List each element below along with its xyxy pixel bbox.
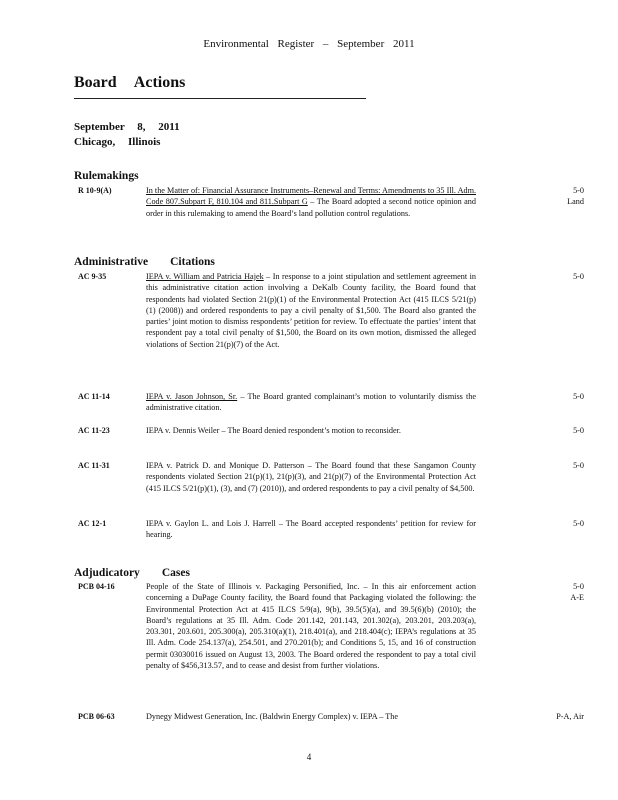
vote-tally: 5-0 (573, 272, 584, 281)
entry-text (146, 391, 476, 414)
category-label: Rulemakings (74, 170, 139, 182)
vote-tally: 5-0 (573, 519, 584, 528)
case-name-link[interactable]: IEPA v. William and Patricia Hajek (146, 272, 264, 281)
entry-text (146, 711, 476, 722)
entry-description: Dynegy Midwest Generation, Inc. (Baldwin Energy Complex) v. IEPA – The (146, 712, 398, 721)
entry-description: – In response to a joint stipulation and settlement agreement in this administrative citation action involving a DeKalb County facility, the Board found that respondents had violated Section 21(p)(1) of the Environmental Protection Act (415 ILCS 5/21(p)(1) (2008)) and ordered respondents to pay a civil penalty of $1,500. The Board also granted the parties’ joint motion to dismiss respondents’ petition for review. To effectuate the parties’ intent that respondent pay a total civil penalty of $1,500, the Board on its own motion, dismissed the alleged violations of Section 21(p)(7) of the Act. (146, 272, 476, 349)
subject-code: Land (567, 197, 584, 206)
docket-number: R 10-9(A) (78, 186, 112, 195)
entry-description: – The Board denied respondent’s motion to reconsider. (219, 426, 401, 435)
category-label: Administrative (74, 256, 149, 268)
case-name-link[interactable]: IEPA v. Jason Johnson, Sr. (146, 392, 238, 401)
entry-description: – In this air enforcement action concerning a DuPage County facility, the Board found that Packaging violated the following: the Environmental Protection Act at 415 ILCS 5/9(a), 9(b), 39.5(5)(a), and 39.5(6)(b) (2010); the Board’s regulations at 35 Ill. Adm. Code 201.142, 201.143, 201.302(a), 203.201, 203.203(a), 203.301, 203.601, 205.300(a), 205.310(a)(1), 218.401(a), and 218.404(c); IEPA’s regulations at 35 Ill. Adm. Code 254.137(a), 254.501, and 270.201(b); and Conditions 5, 15, and 16 of construction permit 03030016 issued on August 13, 2003. The Board ordered the respondent to pay a total civil penalty of $456,313.57, and to cease and desist from further violations. (146, 582, 476, 671)
category-label-2: Citations (170, 256, 215, 268)
category-label: Adjudicatory (74, 567, 140, 579)
vote-tally: 5-0 (573, 582, 584, 591)
meeting-info (74, 120, 180, 150)
case-name: IEPA v. Dennis Weiler (146, 426, 220, 435)
title-underline (74, 98, 366, 99)
docket-number: AC 9-35 (78, 272, 107, 281)
category-label-2: Cases (161, 567, 190, 579)
vote-tally: 5-0 (573, 426, 584, 435)
entry-text (146, 185, 476, 219)
docket-number: PCB 04-16 (78, 582, 115, 591)
subject-code: A-E (570, 593, 584, 602)
case-name: IEPA v. Patrick D. and Monique D. Patterson (146, 461, 305, 470)
category-heading-adjudicatory-cases (74, 567, 190, 579)
section-title: Board Actions (74, 74, 186, 91)
entry-description: – The Board adopted a second notice opinion and order in this rulemaking to amend the Board’s land pollution control regulations. (146, 197, 476, 218)
entry-description: – The Board found that these Sangamon County respondents violated Section 21(p)(1), 21(p)(3), and 21(p)(7) of the Environmental Protection Act (415 ILCS 5/21(p)(1), (3), and (7) (2010)), and ordered respondents to pay a civil penalty of $4,500. (146, 461, 476, 493)
running-header: Environmental Register – September 2011 (203, 38, 415, 50)
vote-tally: P-A, Air (556, 712, 584, 721)
vote-tally: 5-0 (573, 186, 584, 195)
meeting-date: September 8, 2011 (74, 121, 180, 133)
meeting-location: Chicago, Illinois (74, 136, 161, 148)
docket-number: AC 12-1 (78, 519, 107, 528)
docket-number: PCB 06-63 (78, 712, 115, 721)
entry-description: – The Board accepted respondents’ petition for review for hearing. (146, 519, 476, 540)
docket-number: AC 11-14 (78, 392, 110, 401)
case-name: People of the State of Illinois v. Packaging Personified, Inc. (146, 582, 360, 591)
vote-tally: 5-0 (573, 392, 584, 401)
entry-description: – The Board granted complainant’s motion to voluntarily dismiss the administrative citation. (146, 392, 476, 413)
category-heading-administrative-citations (74, 256, 215, 268)
entry-text (146, 518, 476, 541)
entry-text (146, 425, 476, 436)
page-number: 4 (306, 752, 312, 762)
entry-text (146, 271, 476, 350)
entry-text (146, 460, 476, 494)
case-name: IEPA v. Gaylon L. and Lois J. Harrell (146, 519, 276, 528)
entry-text (146, 581, 476, 671)
case-name-link[interactable]: In the Matter of: Financial Assurance Instruments–Renewal and Terms: Amendments to 35 Ill. Adm. Code 807.Subpart F, 810.104 and 811.Subpart G (146, 186, 476, 207)
vote-tally: 5-0 (573, 461, 584, 470)
docket-number: AC 11-23 (78, 426, 110, 435)
category-heading-rulemakings (74, 170, 139, 182)
docket-number: AC 11-31 (78, 461, 110, 470)
